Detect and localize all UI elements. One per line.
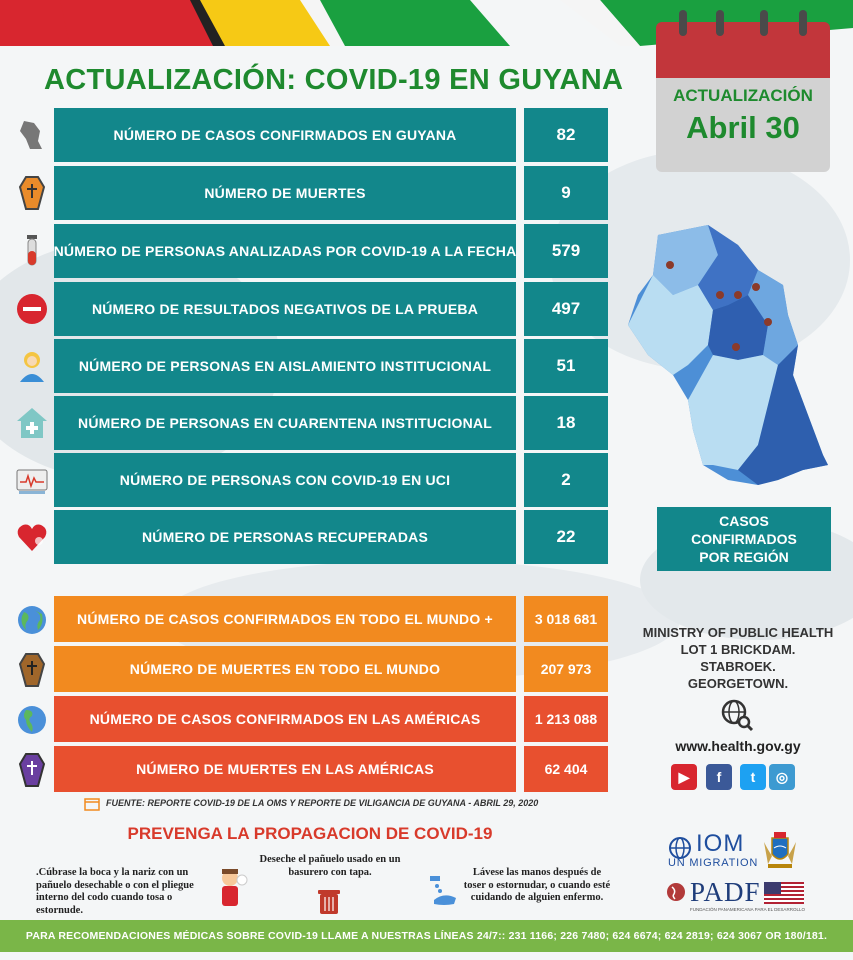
hand-washing-icon (428, 874, 460, 908)
monitor-icon (14, 462, 50, 498)
stat-value: 22 (524, 510, 608, 564)
stat-value: 18 (524, 396, 608, 450)
stat-row-tested (0, 224, 620, 278)
footer-hotline: PARA RECOMENDACIONES MÉDICAS SOBRE COVID-19 LLAME A NUESTRAS LÍNEAS 24/7:: 231 1166; 226 7480; 624 6674; 624 2819; 624 3067 OR 180/181. (0, 920, 853, 952)
calendar-ring (716, 10, 724, 36)
tip-cover-mouth: .Cúbrase la boca y la nariz con un pañuelo desechable o con el pliegue interno del codo cuando tosa o estornude. (36, 867, 194, 916)
ministry-address (626, 624, 850, 692)
usa-flag-icon (764, 882, 804, 904)
stat-label: NÚMERO DE CASOS CONFIRMADOS EN LAS AMÉRICAS (54, 696, 516, 742)
region-line: CONFIRMADOS (691, 531, 797, 547)
iom-logo-text: IOM (696, 830, 745, 857)
ministry-line: MINISTRY OF PUBLIC HEALTH (642, 625, 834, 640)
stat-row-americas-deaths (0, 746, 620, 792)
tip-wash-hands: Lávese las manos después de toser o estornudar, o cuando esté cuidando de alguien enfermo. (463, 867, 611, 903)
stat-value: 207 973 (524, 646, 608, 692)
website-link[interactable]: www.health.gov.gy (675, 738, 801, 754)
stat-row-recovered (0, 510, 620, 564)
ministry-line: STABROEK. (700, 659, 776, 674)
stat-value: 9 (524, 166, 608, 220)
coffin-icon (14, 652, 50, 688)
youtube-icon[interactable]: ▶ (671, 764, 697, 790)
iom-logo-subtext: UN MIGRATION (668, 857, 759, 869)
coffin-purple-icon (14, 752, 50, 788)
tip-dispose-tissue: Deseche el pañuelo usado en un basurero con tapa. (259, 854, 401, 878)
stat-row-confirmed (0, 108, 620, 162)
ministry-line: LOT 1 BRICKDAM. (680, 642, 796, 657)
padf-globe-icon (666, 882, 686, 902)
calendar-ring (760, 10, 768, 36)
stat-value: 497 (524, 282, 608, 336)
stat-label: NÚMERO DE MUERTES EN TODO EL MUNDO (54, 646, 516, 692)
sneeze-person-icon (214, 866, 250, 910)
case-marker (764, 318, 772, 326)
stat-row-world-cases (0, 596, 620, 642)
stat-value: 51 (524, 339, 608, 393)
stat-row-americas-cases (0, 696, 620, 742)
guyana-region-map (618, 215, 843, 495)
stat-row-quarantine (0, 396, 620, 450)
stat-value: 2 (524, 453, 608, 507)
globe-icon (14, 602, 50, 638)
calendar-ring (679, 10, 687, 36)
stat-label: NÚMERO DE CASOS CONFIRMADOS EN GUYANA (54, 108, 516, 162)
stat-value: 3 018 681 (524, 596, 608, 642)
heart-hand-icon (14, 519, 50, 555)
case-marker (666, 261, 674, 269)
padf-logo-subtext: FUNDACIÓN PANAMERICANA PARA EL DESARROLLO (690, 907, 805, 912)
ministry-line: GEORGETOWN. (687, 676, 789, 691)
source-note: FUENTE: REPORTE COVID-19 DE LA OMS Y REPORTE DE VILIGANCIA DE GUYANA - ABRIL 29, 2020 (106, 798, 539, 808)
stat-label: NÚMERO DE MUERTES (54, 166, 516, 220)
stat-label: NÚMERO DE RESULTADOS NEGATIVOS DE LA PRUEBA (54, 282, 516, 336)
stat-value: 82 (524, 108, 608, 162)
calendar-ring (799, 10, 807, 36)
stat-row-deaths (0, 166, 620, 220)
stat-row-isolation (0, 339, 620, 393)
stat-value: 62 404 (524, 746, 608, 792)
prevent-heading: PREVENGA LA PROPAGACION DE COVID-19 (127, 824, 493, 843)
guyana-map-icon (14, 117, 50, 153)
calendar-label: ACTUALIZACIÓN (673, 86, 813, 105)
case-marker (732, 343, 740, 351)
case-marker (752, 283, 760, 291)
case-marker (716, 291, 724, 299)
coffin-icon (14, 175, 50, 211)
trash-bin-icon (316, 886, 342, 916)
stat-label: NÚMERO DE PERSONAS EN AISLAMIENTO INSTITUCIONAL (54, 339, 516, 393)
calendar-date: Abril 30 (686, 110, 800, 145)
stat-value: 579 (524, 224, 608, 278)
twitter-icon[interactable]: t (740, 764, 766, 790)
facebook-icon[interactable]: f (706, 764, 732, 790)
stat-row-icu (0, 453, 620, 507)
stat-row-world-deaths (0, 646, 620, 692)
calendar-small-icon (84, 797, 100, 811)
stat-label: NÚMERO DE PERSONAS EN CUARENTENA INSTITUCIONAL (54, 396, 516, 450)
globe-americas-icon (14, 702, 50, 738)
case-marker (734, 291, 742, 299)
update-calendar (656, 10, 830, 172)
region-line: CASOS (719, 513, 769, 529)
health-worker-icon (14, 348, 50, 384)
stat-label: NÚMERO DE PERSONAS RECUPERADAS (54, 510, 516, 564)
minus-circle-icon (14, 291, 50, 327)
web-search-icon (720, 698, 754, 732)
stat-row-negative (0, 282, 620, 336)
instagram-icon[interactable]: ◎ (769, 764, 795, 790)
coat-of-arms-icon (758, 830, 802, 870)
stat-label: NÚMERO DE PERSONAS ANALIZADAS POR COVID-19 A LA FECHA (54, 224, 516, 278)
stat-value: 1 213 088 (524, 696, 608, 742)
stat-label: NÚMERO DE CASOS CONFIRMADOS EN TODO EL MUNDO + (54, 596, 516, 642)
test-tube-icon (14, 233, 50, 269)
stat-label: NÚMERO DE MUERTES EN LAS AMÉRICAS (54, 746, 516, 792)
page-title: ACTUALIZACIÓN: COVID-19 EN GUYANA (44, 64, 624, 96)
stat-label: NÚMERO DE PERSONAS CON COVID-19 EN UCI (54, 453, 516, 507)
hospital-house-icon (14, 405, 50, 441)
padf-logo-text: PADF (690, 877, 761, 907)
region-cases-label (657, 507, 831, 571)
region-line: POR REGIÓN (699, 549, 789, 565)
